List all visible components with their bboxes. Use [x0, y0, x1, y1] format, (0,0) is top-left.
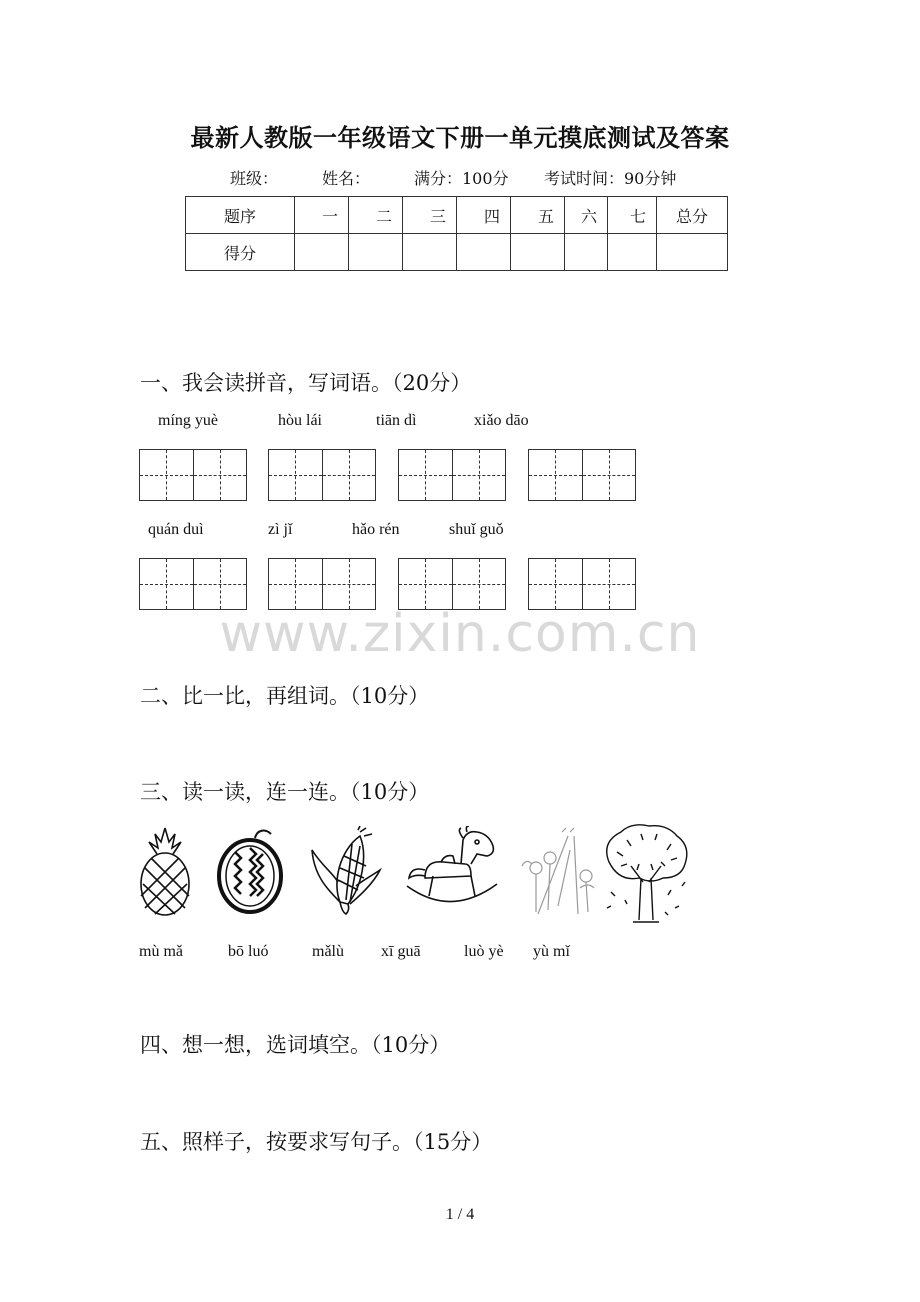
writing-grid[interactable]	[528, 449, 636, 501]
document-title: 最新人教版一年级语文下册一单元摸底测试及答案	[190, 123, 730, 152]
score-table-header-row	[186, 197, 728, 234]
pinyin-label: shuǐ guǒ	[449, 521, 504, 538]
writing-grid[interactable]	[268, 449, 376, 501]
class-label: 班级：	[230, 169, 279, 188]
falling-leaves-tree-icon	[601, 822, 691, 926]
score-table-score-row	[186, 234, 728, 271]
score-col-total: 总分	[657, 197, 728, 234]
pinyin-label: quán duì	[148, 521, 204, 538]
tian-ge-cell[interactable]	[140, 450, 193, 500]
road-icon	[518, 826, 598, 914]
score-cell[interactable]	[565, 234, 608, 271]
score-cell[interactable]	[349, 234, 403, 271]
tian-ge-cell[interactable]	[193, 559, 246, 609]
score-col-4: 四	[457, 197, 511, 234]
section-3-heading: 三、读一读，连一连。（10分）	[140, 780, 430, 804]
section-1-heading: 一、我会读拼音，写词语。（20分）	[140, 371, 472, 395]
score-header-label: 题序	[186, 197, 295, 234]
page-number: 1 / 4	[445, 1206, 475, 1223]
score-cell[interactable]	[295, 234, 349, 271]
tian-ge-cell[interactable]	[322, 559, 375, 609]
tian-ge-cell[interactable]	[529, 450, 582, 500]
score-col-7: 七	[608, 197, 657, 234]
pinyin-label: hǎo rén	[352, 521, 400, 538]
score-col-2: 二	[349, 197, 403, 234]
tian-ge-cell[interactable]	[269, 559, 322, 609]
tian-ge-cell[interactable]	[582, 559, 635, 609]
score-col-1: 一	[295, 197, 349, 234]
tian-ge-cell[interactable]	[399, 450, 452, 500]
writing-grid[interactable]	[139, 449, 247, 501]
score-row-label: 得分	[186, 234, 295, 271]
writing-grid[interactable]	[268, 558, 376, 610]
match-pinyin-label: bō luó	[228, 943, 269, 960]
score-cell[interactable]	[608, 234, 657, 271]
watermark: www.zixin.com.cn	[219, 604, 701, 664]
exam-time-label: 考试时间：90分钟	[544, 169, 677, 188]
score-table	[185, 196, 728, 271]
watermelon-icon	[215, 826, 285, 916]
rocking-horse-icon	[405, 826, 499, 914]
pinyin-label: míng yuè	[158, 412, 218, 429]
pineapple-icon	[137, 826, 193, 918]
tian-ge-cell[interactable]	[452, 559, 505, 609]
tian-ge-cell[interactable]	[140, 559, 193, 609]
tian-ge-cell[interactable]	[193, 450, 246, 500]
match-pinyin-label: mǎlù	[312, 943, 344, 960]
section-2-heading: 二、比一比，再组词。（10分）	[140, 684, 430, 708]
match-pinyin-label: mù mǎ	[139, 943, 183, 960]
section-4-heading: 四、想一想，选词填空。（10分）	[140, 1033, 451, 1057]
writing-grid[interactable]	[398, 449, 506, 501]
section-5-heading: 五、照样子，按要求写句子。（15分）	[140, 1130, 493, 1154]
match-pinyin-label: yù mǐ	[533, 943, 570, 960]
match-pinyin-label: luò yè	[464, 943, 504, 960]
tian-ge-cell[interactable]	[399, 559, 452, 609]
pinyin-label: xiǎo dāo	[474, 412, 529, 429]
score-col-3: 三	[403, 197, 457, 234]
tian-ge-cell[interactable]	[269, 450, 322, 500]
writing-grid[interactable]	[139, 558, 247, 610]
pinyin-label: hòu lái	[278, 412, 322, 429]
score-col-5: 五	[511, 197, 565, 234]
score-cell[interactable]	[657, 234, 728, 271]
score-col-6: 六	[565, 197, 608, 234]
score-cell[interactable]	[403, 234, 457, 271]
name-label: 姓名：	[322, 169, 371, 188]
tian-ge-cell[interactable]	[582, 450, 635, 500]
match-pinyin-label: xī guā	[381, 943, 421, 960]
writing-grid[interactable]	[398, 558, 506, 610]
full-score-label: 满分：100分	[414, 169, 509, 188]
score-cell[interactable]	[457, 234, 511, 271]
tian-ge-cell[interactable]	[529, 559, 582, 609]
score-cell[interactable]	[511, 234, 565, 271]
tian-ge-cell[interactable]	[322, 450, 375, 500]
writing-grid[interactable]	[528, 558, 636, 610]
pinyin-label: zì jǐ	[268, 521, 293, 538]
corn-icon	[310, 826, 382, 918]
tian-ge-cell[interactable]	[452, 450, 505, 500]
pinyin-label: tiān dì	[376, 412, 417, 429]
